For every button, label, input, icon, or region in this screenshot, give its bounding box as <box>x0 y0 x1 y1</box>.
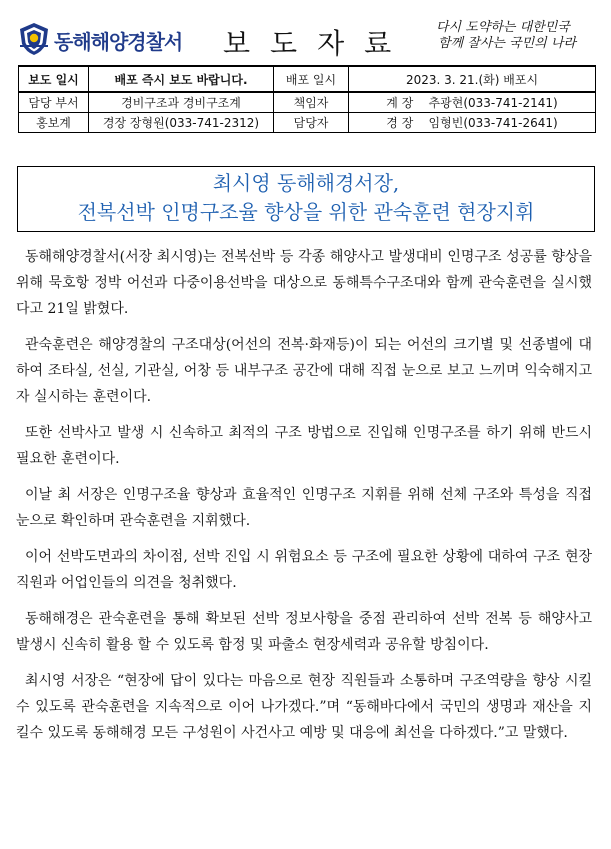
slogan-line-2: 함께 잘사는 국민의 나라 <box>438 36 576 51</box>
responsible-label: 책임자 <box>274 92 349 113</box>
document-title: 보도자료 <box>223 27 412 60</box>
headline-line-1: 최시영 동해해경서장, <box>212 171 400 195</box>
headline-line-2: 전복선박 인명구조율 향상을 위한 관숙훈련 현장지휘 <box>77 200 535 224</box>
body-paragraph: 관숙훈련은 해양경찰의 구조대상(어선의 전복·화재등)이 되는 어선의 크기별 및 선종별에 대하여 조타실, 선실, 기관실, 어창 등 내부구조 공간에 대해 직접 눈으로 보고 느끼며 익숙해지고자 실시하는 훈련이다. <box>16 337 592 405</box>
responsible-value: 계 장 추광현(033-741-2141) <box>349 92 596 113</box>
contact-label: 담당자 <box>274 113 349 133</box>
slogan-line-1: 다시 도약하는 대한민국 <box>436 20 570 35</box>
release-info-table <box>18 65 596 133</box>
body-paragraph: 동해해양경찰서(서장 최시영)는 전복선박 등 각종 해양사고 발생대비 인명구조 성공률 향상을 위해 묵호항 정박 어선과 다중이용선박을 대상으로 동해특수구조대와 함께 관숙훈련을 실시했다고 21일 밝혔다. <box>16 249 592 317</box>
body-paragraph: 최시영 서장은 “현장에 답이 있다는 마음으로 현장 직원들과 소통하며 구조역량을 향상 시킬 수 있도록 관숙훈련을 지속적으로 이어 나가겠다.”며 “동해바다에서 국민의 생명과 재산을 지킬수 있도록 동해해경 모든 구성원이 사건사고 예방 및 대응에 최선을 다하겠다.”고 말했다. <box>16 673 592 741</box>
dist-date-label: 배포 일시 <box>274 66 349 92</box>
pr-value: 경장 장형원(033-741-2312) <box>89 113 274 133</box>
headline-box <box>17 166 595 232</box>
report-date-label: 보도 일시 <box>19 66 89 92</box>
body-paragraph: 또한 선박사고 발생 시 신속하고 최적의 구조 방법으로 진입해 인명구조를 하기 위해 반드시 필요한 훈련이다. <box>16 425 592 467</box>
slogan <box>428 20 598 52</box>
document-header <box>18 14 598 62</box>
pr-label: 홍보계 <box>19 113 89 133</box>
report-date-value: 배포 즉시 보도 바랍니다. <box>89 66 274 92</box>
coast-guard-emblem-icon <box>18 22 50 56</box>
agency-name: 동해해양경찰서 <box>54 30 183 54</box>
dept-value: 경비구조과 경비구조계 <box>89 92 274 113</box>
dist-date-value: 2023. 3. 21.(화) 배포시 <box>349 66 596 92</box>
body-paragraph: 동해해경은 관숙훈련을 통해 확보된 선박 정보사항을 중점 관리하여 선박 전복 등 해양사고 발생시 신속히 활용 할 수 있도록 함정 및 파출소 현장세력과 공유할 방침이다. <box>16 611 592 653</box>
body-paragraph: 이어 선박도면과의 차이점, 선박 진입 시 위험요소 등 구조에 필요한 상황에 대하여 구조 현장직원과 어업인들의 의견을 청취했다. <box>16 549 592 591</box>
contact-value: 경 장 임형빈(033-741-2641) <box>349 113 596 133</box>
article-body <box>16 244 592 756</box>
dept-label: 담당 부서 <box>19 92 89 113</box>
body-paragraph: 이날 최 서장은 인명구조율 향상과 효율적인 인명구조 지휘를 위해 선체 구조와 특성을 직접 눈으로 확인하며 관숙훈련을 지휘했다. <box>16 487 592 529</box>
